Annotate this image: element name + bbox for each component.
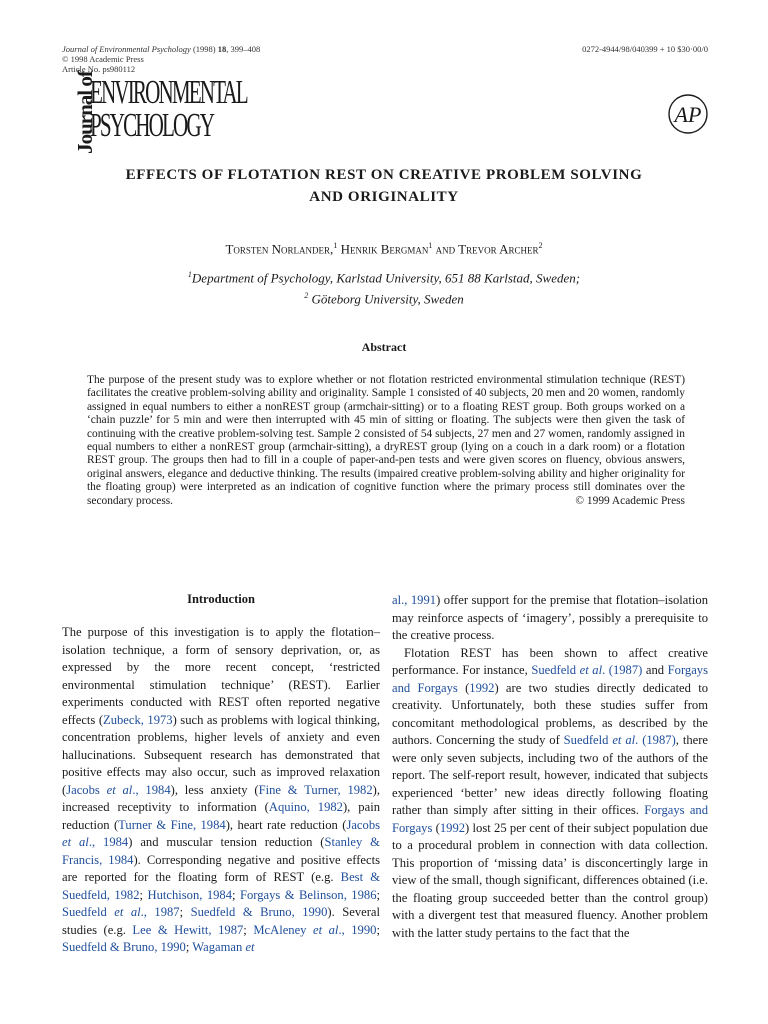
author-list: Torsten Norlander,$^1$ Henrik Bergman$^1$ and Trevor Archer$^2$ bbox=[225, 241, 543, 257]
citation-link[interactable]: Lee & Hewitt, 1987 bbox=[132, 922, 244, 937]
article-title: EFFECTS OF FLOTATION REST ON CREATIVE PROBLEM SOLVING AND ORIGINALITY bbox=[125, 167, 643, 205]
body-column-right: al., 1991) offer support for the premise that flotation–isolation may reinforce aspects of ‘imagery’, possibly a prerequisite to the creative process. Flotation REST has been shown to affect creative performance. For instance, Suedfeld et al. (1987) and Forgays and Forgays (1992) are two studies directly dedicated to creativity. Unfortunately, both these studies suffer from concomitant methodological problems, as described by the authors. Concerning the study of Suedfeld et al. (1987), there were only seven subjects, including two of the authors of the report. The self-report result, however, indicated that subjects experienced ‘better’ new ideas directly following floating rather than simply after sitting in their offices. Forgays and Forgays (1992) lost 25 per cent of their subject population due to a procedural problem in connection with data collection. This proportion of ‘missing data’ is disconcertingly large in view of the small, though significant, differences obtained (i.e. the floating group succeeded better than the control group) with a divergent test that measured fluency. Another problem with the latter study pertains to the fact that the bbox=[392, 593, 709, 940]
author-name: Torsten Norlander, bbox=[225, 241, 334, 257]
citation-link[interactable]: 1992 bbox=[469, 680, 495, 695]
author-name: Henrik Bergman bbox=[340, 241, 429, 257]
citation-link[interactable]: Suedfeld & Bruno, 1990 bbox=[190, 905, 328, 919]
abstract-copyright: © 1999 Academic Press bbox=[575, 494, 685, 507]
citation-link[interactable]: Aquino, 1982 bbox=[268, 800, 343, 814]
citation-link[interactable]: Suedfeld et al. (1987) bbox=[531, 663, 643, 677]
publisher-mark: AP bbox=[674, 102, 702, 127]
body-column-left: The purpose of this investigation is to apply the flotation–isolation technique, a form of sensory deprivation, or, as expressed by the more recent concept, ‘restricted environmental stimulation technique’ (REST). Earlier experiments conducted with REST often reported negative effects (Zubeck, 1973) such as problems with logical thinking, concentration problems, higher levels of anxiety and even hallucinations. Subsequent research has demonstrated that positive effects may also occur, such as improved relaxation (Jacobs et al., 1984), less anxiety (Fine & Turner, 1982), increased receptivity to information (Aquino, 1982), pain reduction (Turner & Fine, 1984), heart rate reduction (Jacobs et al., 1984) and muscular tension reduction (Stanley & Francis, 1984). Corresponding negative and positive effects are reported for the floating form of REST (e.g. Best & Suedfeld, 1982; Hutchison, 1984; Forgays & Belinson, 1986; Suedfeld et al., 1987; Suedfeld & Bruno, 1990). Several studies (e.g. Lee & Hewitt, 1987; McAleney et al., 1990; Suedfeld & Bruno, 1990; Wagaman et bbox=[62, 625, 381, 954]
citation-link[interactable]: Best & Suedfeld, 1982 bbox=[62, 870, 380, 902]
issn-code: 0272-4944/98/040399 + 10 $30·00/0 bbox=[582, 44, 708, 54]
abstract-text: The purpose of the present study was to explore whether or not flotation restricted environmental stimulation technique (REST) facilitates the creative problem-solving ability and originality. Sample 1 consisted of 40 subjects, 20 men and 20 women, randomly assigned in equal numbers to either a nonREST group (armchair-sitting) or to a floating REST group. Both groups worked on a ‘chain puzzle’ for 5 min and were then interrupted with 45 min of sitting or floating. The subjects were then given the task of continuing with the creative problem-solving test. Sample 2 consisted of 54 subjects, 27 men and 27 women, randomly assigned in equal numbers to either a nonREST group (armchair-sitting), a dryREST group (lying on a couch in a dark room) or a flotation REST group. The groups then had to fill in a couple of paper-and-pen tests and were given scores on fluency, obvious answers, original answers, elegance and deductive thinking. The results (impaired creative problem-solving ability and higher originality for the floating group) were interpreted as an indication of cognitive function where the primary process still dominates over the secondary process. © 1999 Academic Press bbox=[87, 374, 685, 507]
citation-link[interactable]: Wagaman et bbox=[192, 940, 255, 954]
citation-link[interactable]: Jacobs et al., 1984 bbox=[66, 782, 171, 797]
citation-link[interactable]: Fine & Turner, 1982 bbox=[258, 782, 373, 797]
citation-link[interactable]: al., 1991 bbox=[392, 593, 437, 607]
citation-link[interactable]: McAleney et al., 1990 bbox=[253, 922, 377, 937]
article-number: Article No. ps980112 bbox=[62, 64, 136, 74]
affiliations: $^1$Department of Psychology, Karlstad University, 651 88 Karlstad, Sweden; $^2$ Göteborg University, Sweden bbox=[187, 270, 581, 307]
journal-citation: Journal of Environmental Psychology (1998) 18, 399–408 © 1998 Academic Press Article No. ps980112 bbox=[62, 44, 261, 74]
journal-logo bbox=[62, 71, 247, 154]
citation-link[interactable]: Stanley & Francis, 1984 bbox=[62, 835, 380, 867]
citation-link[interactable]: Suedfeld & Bruno, 1990 bbox=[62, 940, 186, 954]
publisher-logo-icon bbox=[666, 92, 710, 136]
logo-line-environmental: ENVIRONMENTAL bbox=[90, 74, 247, 111]
copyright-line: © 1998 Academic Press bbox=[62, 54, 144, 64]
logo-vertical-text: Journal of bbox=[72, 71, 97, 154]
citation-link[interactable]: Zubeck, 1973 bbox=[103, 712, 173, 727]
introduction-heading: Introduction bbox=[187, 592, 255, 606]
citation-link[interactable]: Suedfeld et al. (1987) bbox=[563, 733, 676, 747]
citation-link[interactable]: Turner & Fine, 1984 bbox=[118, 817, 226, 832]
abstract-heading: Abstract bbox=[361, 340, 407, 354]
citation-link[interactable]: Forgays and Forgays bbox=[392, 803, 709, 835]
citation-link[interactable]: Hutchison, 1984 bbox=[147, 887, 233, 902]
citation-link[interactable]: Forgays and Forgays bbox=[392, 663, 708, 695]
citation-link[interactable]: Jacobs et al., 1984 bbox=[62, 817, 381, 849]
author-name: and Trevor Archer bbox=[435, 241, 539, 257]
logo-line-psychology: PSYCHOLOGY bbox=[90, 107, 214, 144]
citation-link[interactable]: 1992 bbox=[439, 820, 466, 835]
citation-link[interactable]: Forgays & Belinson, 1986 bbox=[239, 887, 377, 902]
citation-link[interactable]: Suedfeld et al., 1987 bbox=[62, 905, 180, 919]
